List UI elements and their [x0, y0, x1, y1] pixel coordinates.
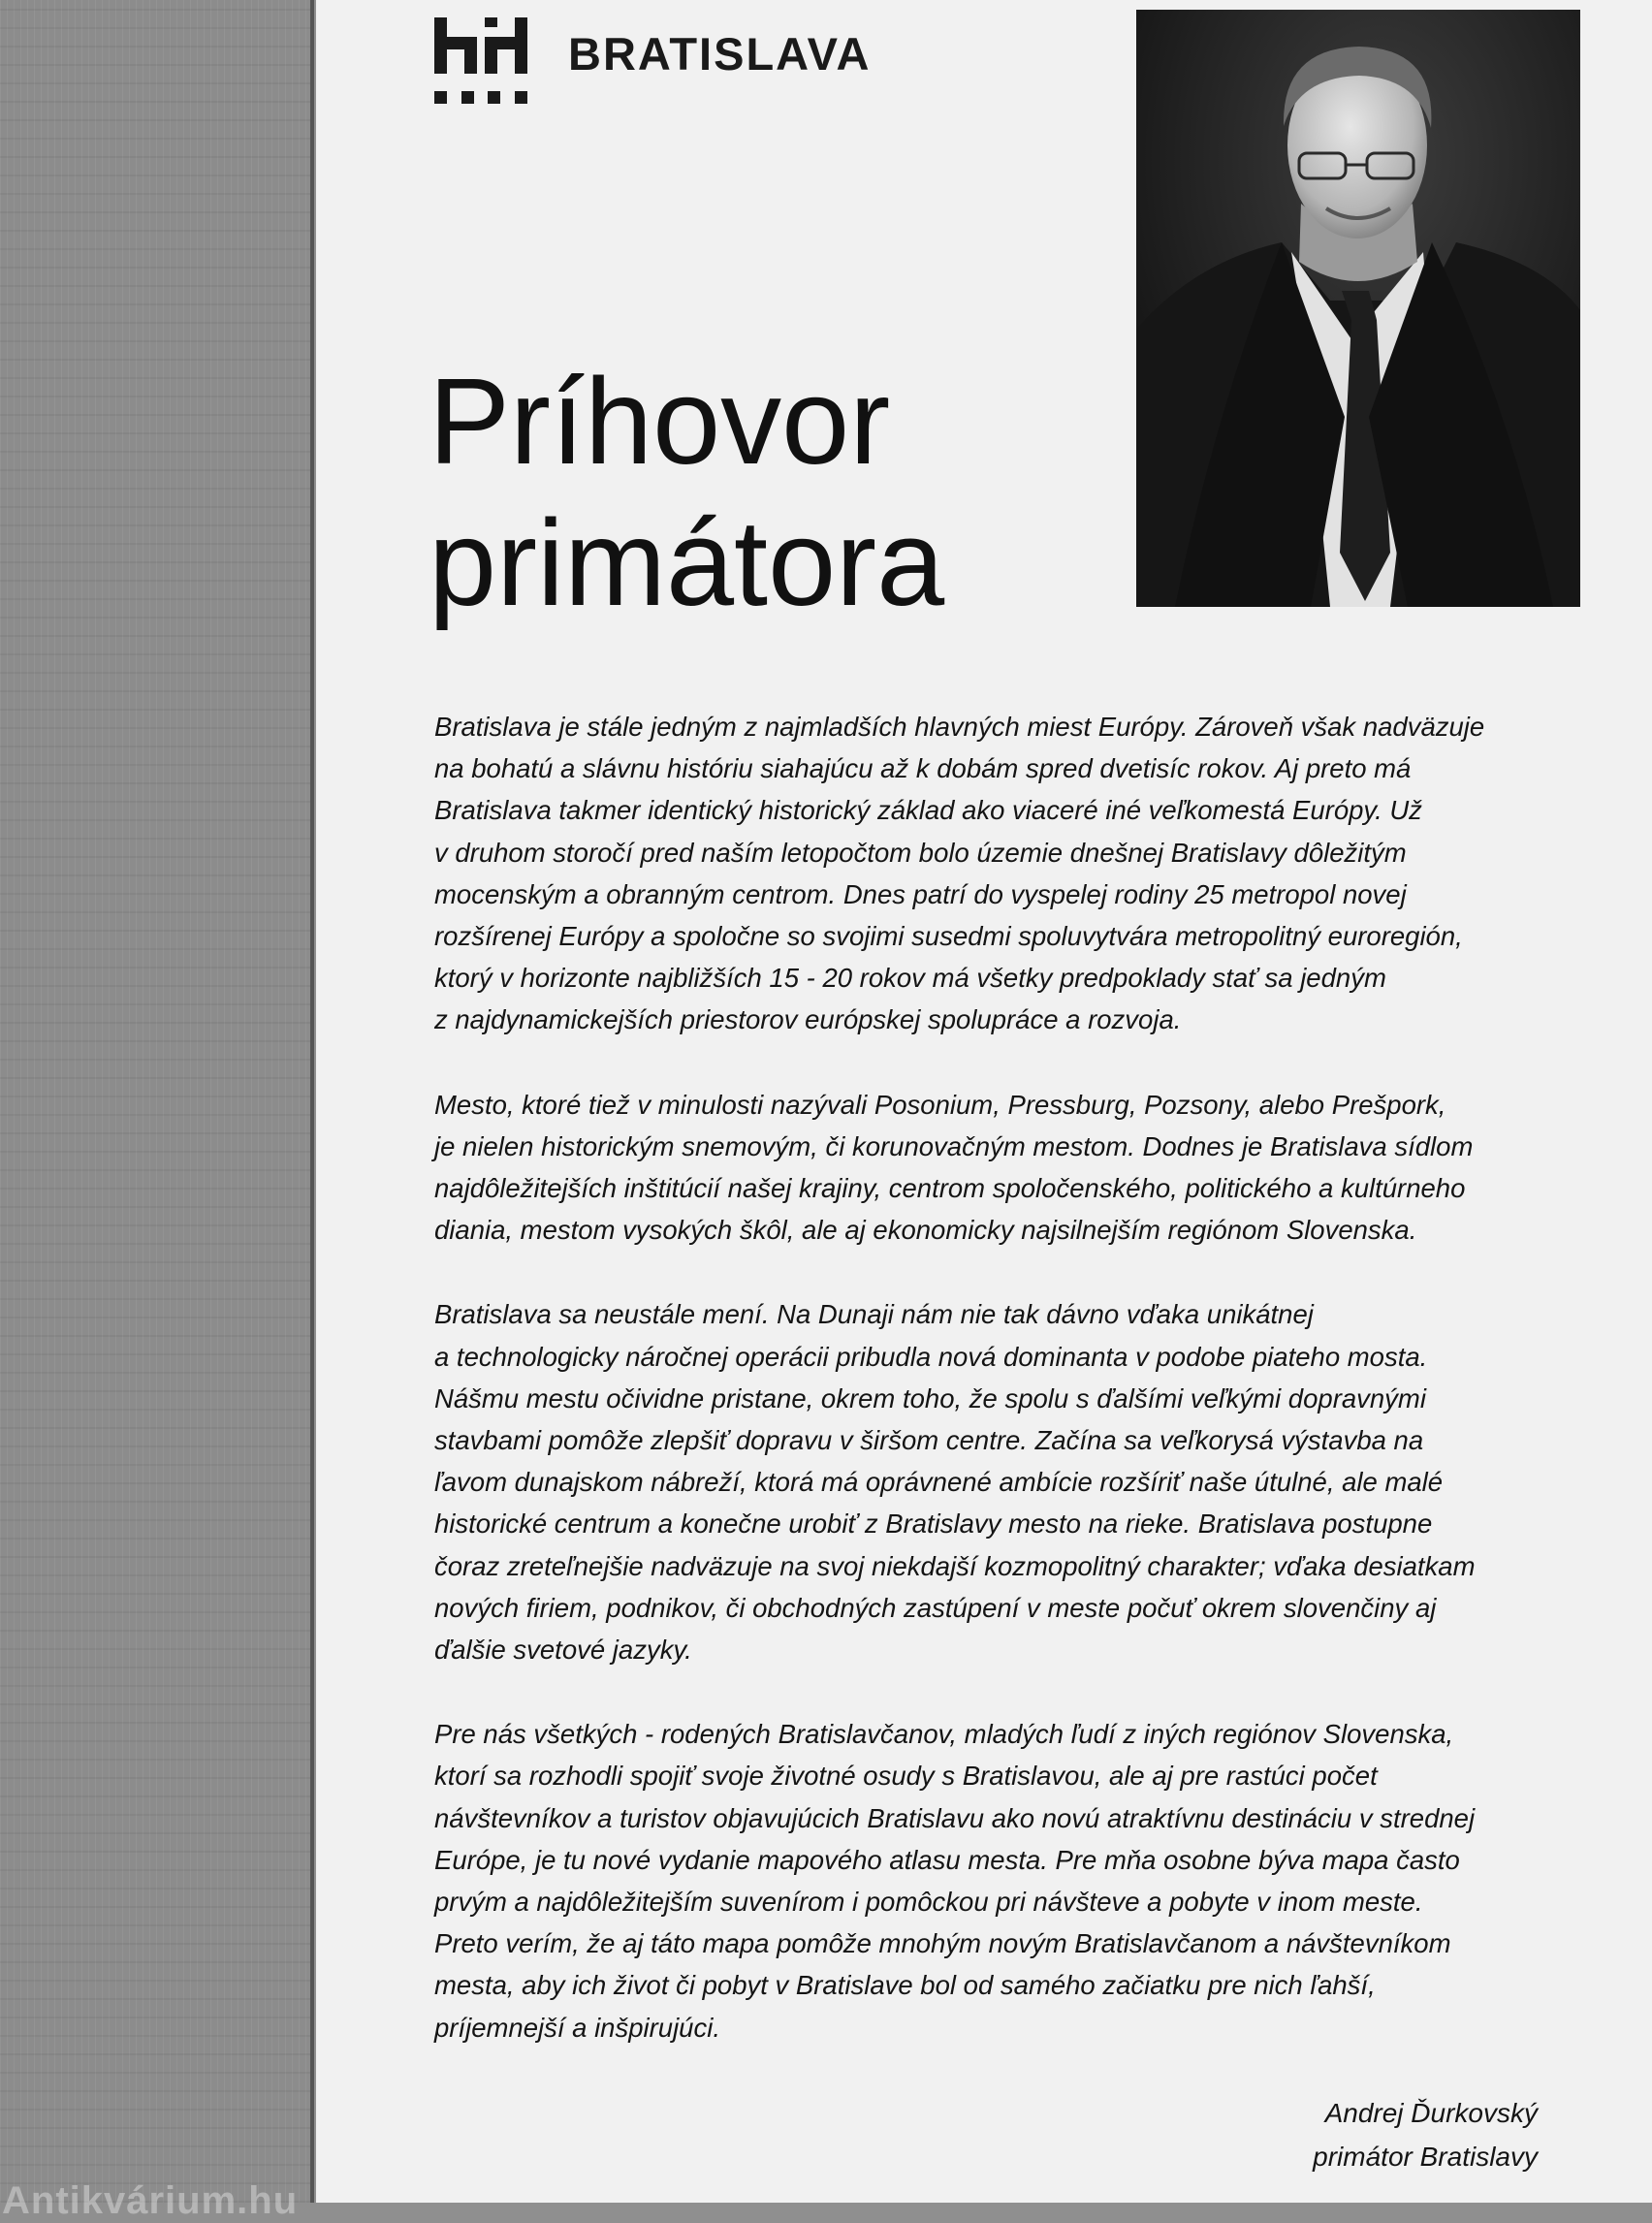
signature-name: Andrej Ďurkovský: [1324, 2098, 1538, 2128]
paragraph-3: [434, 1293, 1636, 1670]
text-line: Európe, je tu nové vydanie mapového atlasu mesta. Pre mňa osobne býva mapa často: [434, 1844, 1460, 1875]
text-line: mocenským a obranným centrom. Dnes patrí do vyspelej rodiny 25 metropol novej: [434, 878, 1407, 909]
logo-text: BRATISLAVA: [568, 27, 872, 79]
title-line-2: primátora: [429, 494, 945, 631]
text-line: Nášmu mestu očividne pristane, okrem toho, že spolu s ďalšími veľkými dopravnými: [434, 1382, 1426, 1413]
paragraph-4: [434, 1713, 1636, 2048]
text-line: Preto verím, že aj táto mapa pomôže mnohým novým Bratislavčanom a návštevníkom: [434, 1928, 1451, 1959]
text-line: na bohatú a slávnu históriu siahajúcu až k dobám spred dvetisíc rokov. Aj preto má: [434, 753, 1412, 784]
text-line: mesta, aby ich život či pobyt v Bratislave bol od samého začiatku pre nich ľahší,: [434, 1970, 1376, 2001]
paragraph-1: [434, 706, 1636, 1041]
text-line: najdôležitejších inštitúcií našej krajiny, centrom spoločenského, politického a kultúrneho: [434, 1173, 1466, 1204]
text-line: historické centrum a konečne urobiť z Bratislavy mesto na rieke. Bratislava postupne: [434, 1508, 1433, 1540]
text-line: Bratislava sa neustále mení. Na Dunaji nám nie tak dávno vďaka unikátnej: [434, 1299, 1314, 1330]
watermark: Antikvárium.hu: [2, 2179, 299, 2222]
document-page: [316, 0, 1652, 2203]
page-title: [429, 351, 944, 634]
text-line: ktorí sa rozhodli spojiť svoje životné osudy s Bratislavou, ale aj pre rastúci počet: [434, 1761, 1378, 1792]
signature-role: primátor Bratislavy: [1313, 2142, 1538, 2172]
text-line: Bratislava je stále jedným z najmladších hlavných miest Európy. Zároveň však nadväzuje: [434, 712, 1485, 742]
text-line: ľavom dunajskom nábreží, ktorá má oprávnené ambície rozšíriť naše útulné, ale malé: [434, 1467, 1444, 1498]
signature-block: [1313, 2091, 1538, 2178]
text-line: nových firiem, podnikov, či obchodných zastúpení v meste počuť okrem slovenčiny aj: [434, 1592, 1437, 1623]
text-line: Mesto, ktoré tiež v minulosti nazývali Posonium, Pressburg, Pozsony, alebo Prešpork,: [434, 1089, 1446, 1120]
text-line: prvým a najdôležitejším suvenírom i pomôckou pri návšteve a pobyte v inom meste.: [434, 1887, 1423, 1918]
paragraph-2: [434, 1084, 1636, 1252]
text-line: návštevníkov a turistov objavujúcich Bratislavu ako novú atraktívnu destináciu v strednej: [434, 1802, 1476, 1833]
bratislava-logo-icon: [434, 17, 539, 105]
text-line: diania, mestom vysokých škôl, ale aj ekonomicky najsilnejším regiónom Slovenska.: [434, 1215, 1417, 1246]
text-line: v druhom storočí pred naším letopočtom bolo územie dnešnej Bratislavy dôležitým: [434, 837, 1407, 868]
bratislava-logo: [434, 17, 871, 105]
text-line: Pre nás všetkých - rodených Bratislavčanov, mladých ľudí z iných regiónov Slovenska,: [434, 1719, 1454, 1750]
text-line: Bratislava takmer identický historický základ ako viaceré iné veľkomestá Európy. Už: [434, 795, 1423, 826]
binding-strip: [0, 0, 314, 2203]
text-line: je nielen historickým snemovým, či korunovačným mestom. Dodnes je Bratislava sídlom: [434, 1130, 1474, 1161]
mayor-portrait: [1136, 10, 1580, 607]
text-line: stavbami pomôže zlepšiť dopravu v širšom centre. Začína sa veľkorysá výstavba na: [434, 1425, 1424, 1456]
text-line: rozšírenej Európy a spoločne so svojimi susedmi spoluvytvára metropolitný euroregión,: [434, 921, 1463, 952]
text-line: ďalšie svetové jazyky.: [434, 1635, 692, 1666]
text-line: z najdynamickejších priestorov európskej spolupráce a rozvoja.: [434, 1004, 1182, 1035]
portrait-photo: [1136, 10, 1580, 607]
text-line: príjemnejší a inšpirujúci.: [434, 2012, 720, 2043]
text-line: ktorý v horizonte najbližších 15 - 20 rokov má všetky predpoklady stať sa jedným: [434, 963, 1386, 994]
text-line: a technologicky náročnej operácii pribudla nová dominanta v podobe piateho mosta.: [434, 1341, 1428, 1372]
address-body: [434, 706, 1636, 2091]
title-line-1: Príhovor: [429, 353, 891, 490]
text-line: čoraz zreteľnejšie nadväzuje na svoj niekdajší kozmopolitný charakter; vďaka desiatkam: [434, 1550, 1476, 1581]
